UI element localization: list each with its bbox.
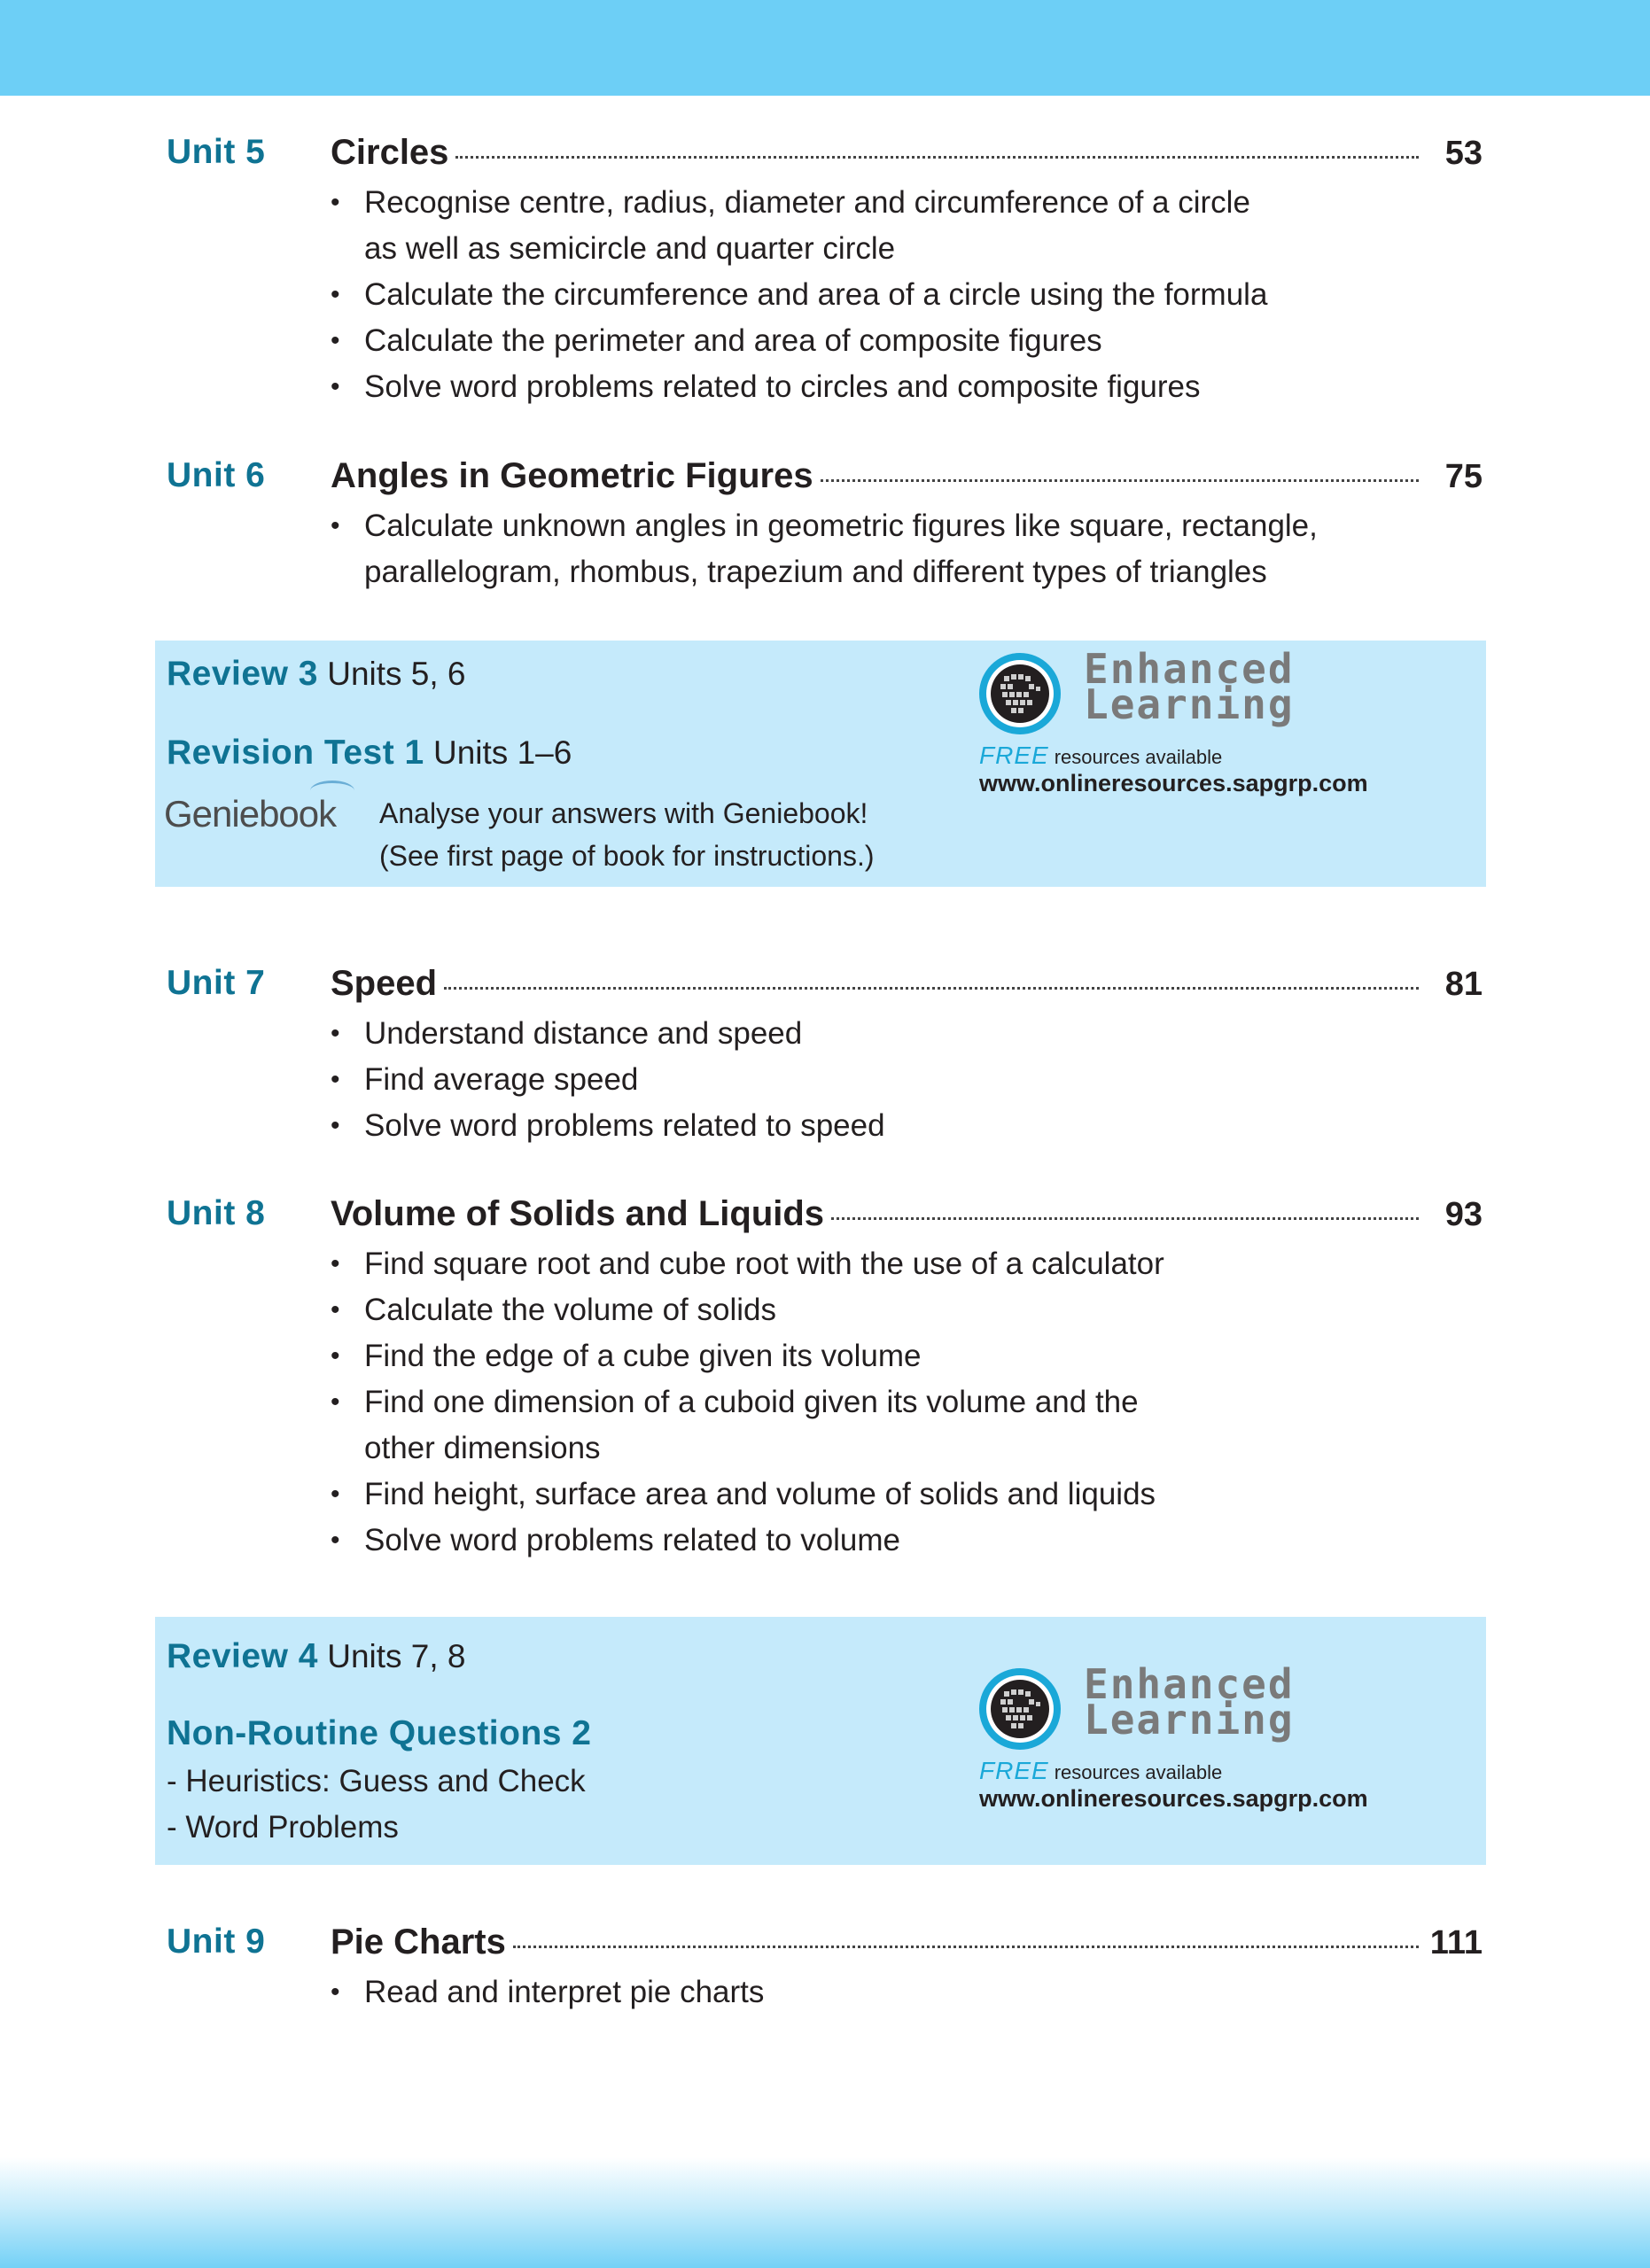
list-item: • Recognise centre, radius, diameter and circumference of a circle as well as semicircle and quarter circle <box>331 180 1394 272</box>
unit-label: Unit 7 <box>167 964 266 1002</box>
geniebook-line-2: (See first page of book for instructions.) <box>379 840 875 872</box>
list-item: • Calculate unknown angles in geometric figures like square, rectangle, parallelogram, rhombus, trapezium and different types of triangles <box>331 503 1394 595</box>
unit-5-entry <box>0 130 1650 414</box>
non-routine-heading: Non-Routine Questions 2 <box>167 1714 592 1752</box>
page-number: 111 <box>1429 1924 1483 1961</box>
unit-label: Unit 9 <box>167 1922 266 1961</box>
revision-test-heading: Revision Test 1 <box>167 734 424 772</box>
unit-7-entry <box>0 961 1650 1156</box>
list-item: • Calculate the perimeter and area of composite figures <box>331 318 1394 364</box>
non-routine-questions-line[interactable] <box>167 1712 592 1756</box>
enhanced-learning-icon <box>977 651 1062 736</box>
unit-title: Angles in Geometric Figures <box>331 456 813 495</box>
resources-url-link[interactable]: www.onlineresources.sapgrp.com <box>979 1785 1368 1812</box>
list-item: • Solve word problems related to volume <box>331 1518 1394 1564</box>
page-number: 81 <box>1444 966 1483 1003</box>
review-3-box <box>155 641 1486 887</box>
header-band <box>0 0 1650 96</box>
enhanced-learning-title: Enhanced Learning <box>1084 1660 1295 1744</box>
swoosh-icon <box>310 781 354 801</box>
list-item: • Calculate the volume of solids <box>331 1287 1394 1333</box>
review-4-box <box>155 1617 1486 1865</box>
objective-list <box>331 503 1394 595</box>
nrq-item: - Heuristics: Guess and Check <box>167 1764 586 1798</box>
unit-title: Speed <box>331 964 438 1003</box>
list-item: • Find height, surface area and volume of solids and liquids <box>331 1472 1394 1518</box>
revision-test-line[interactable] <box>167 731 572 775</box>
title-row[interactable] <box>331 1192 1483 1236</box>
objective-list <box>331 1011 1394 1149</box>
list-item: • Understand distance and speed <box>331 1011 1394 1057</box>
objective-list <box>331 1241 1394 1564</box>
review-heading: Review 3 <box>167 655 318 693</box>
unit-title: Volume of Solids and Liquids <box>331 1194 825 1233</box>
dot-leader <box>831 1217 1419 1220</box>
free-resources-text: FREE resources available <box>979 742 1223 769</box>
title-row[interactable] <box>331 1920 1483 1964</box>
enhanced-learning-badge[interactable] <box>977 1660 1438 1817</box>
dot-leader <box>821 479 1419 482</box>
dot-leader <box>513 1946 1419 1948</box>
title-row[interactable] <box>331 961 1483 1006</box>
enhanced-learning-badge[interactable] <box>977 645 1438 802</box>
enhanced-learning-icon <box>977 1666 1062 1751</box>
unit-title: Pie Charts <box>331 1922 506 1961</box>
list-item: • Calculate the circumference and area of a circle using the formula <box>331 272 1394 318</box>
list-item: • Solve word problems related to circles and composite figures <box>331 364 1394 410</box>
unit-label: Unit 8 <box>167 1194 266 1232</box>
unit-6-entry <box>0 454 1650 604</box>
list-item: • Find the edge of a cube given its volume <box>331 1333 1394 1379</box>
footer-band <box>0 2157 1650 2268</box>
dot-leader <box>455 156 1419 159</box>
geniebook-logo: Geniebook <box>164 793 336 835</box>
review-3-line[interactable] <box>167 652 466 696</box>
unit-label: Unit 6 <box>167 456 266 494</box>
nrq-item: - Word Problems <box>167 1810 399 1845</box>
unit-9-entry <box>0 1920 1650 2026</box>
list-item: • Solve word problems related to speed <box>331 1103 1394 1149</box>
list-item: • Find one dimension of a cuboid given its volume and the other dimensions <box>331 1379 1394 1472</box>
resources-url-link[interactable]: www.onlineresources.sapgrp.com <box>979 770 1368 796</box>
objective-list <box>331 180 1394 410</box>
page-number: 75 <box>1444 458 1483 495</box>
page-number: 93 <box>1444 1196 1483 1233</box>
title-row[interactable] <box>331 130 1483 175</box>
geniebook-line-1: Analyse your answers with Geniebook! <box>379 797 868 829</box>
list-item: • Read and interpret pie charts <box>331 1969 1394 2016</box>
objective-list <box>331 1969 1394 2016</box>
dot-leader <box>444 987 1419 990</box>
review-heading: Review 4 <box>167 1637 318 1675</box>
list-item: • Find average speed <box>331 1057 1394 1103</box>
review-units: Units 7, 8 <box>327 1638 466 1674</box>
page-number: 53 <box>1444 135 1483 172</box>
unit-label: Unit 5 <box>167 133 266 171</box>
unit-8-entry <box>0 1192 1650 1573</box>
enhanced-learning-title: Enhanced Learning <box>1084 645 1295 728</box>
review-4-line[interactable] <box>167 1635 466 1679</box>
review-units: Units 5, 6 <box>327 656 466 692</box>
revision-test-units: Units 1–6 <box>433 734 572 771</box>
unit-title: Circles <box>331 133 449 172</box>
free-resources-text: FREE resources available <box>979 1757 1223 1784</box>
title-row[interactable] <box>331 454 1483 498</box>
list-item: • Find square root and cube root with the use of a calculator <box>331 1241 1394 1287</box>
